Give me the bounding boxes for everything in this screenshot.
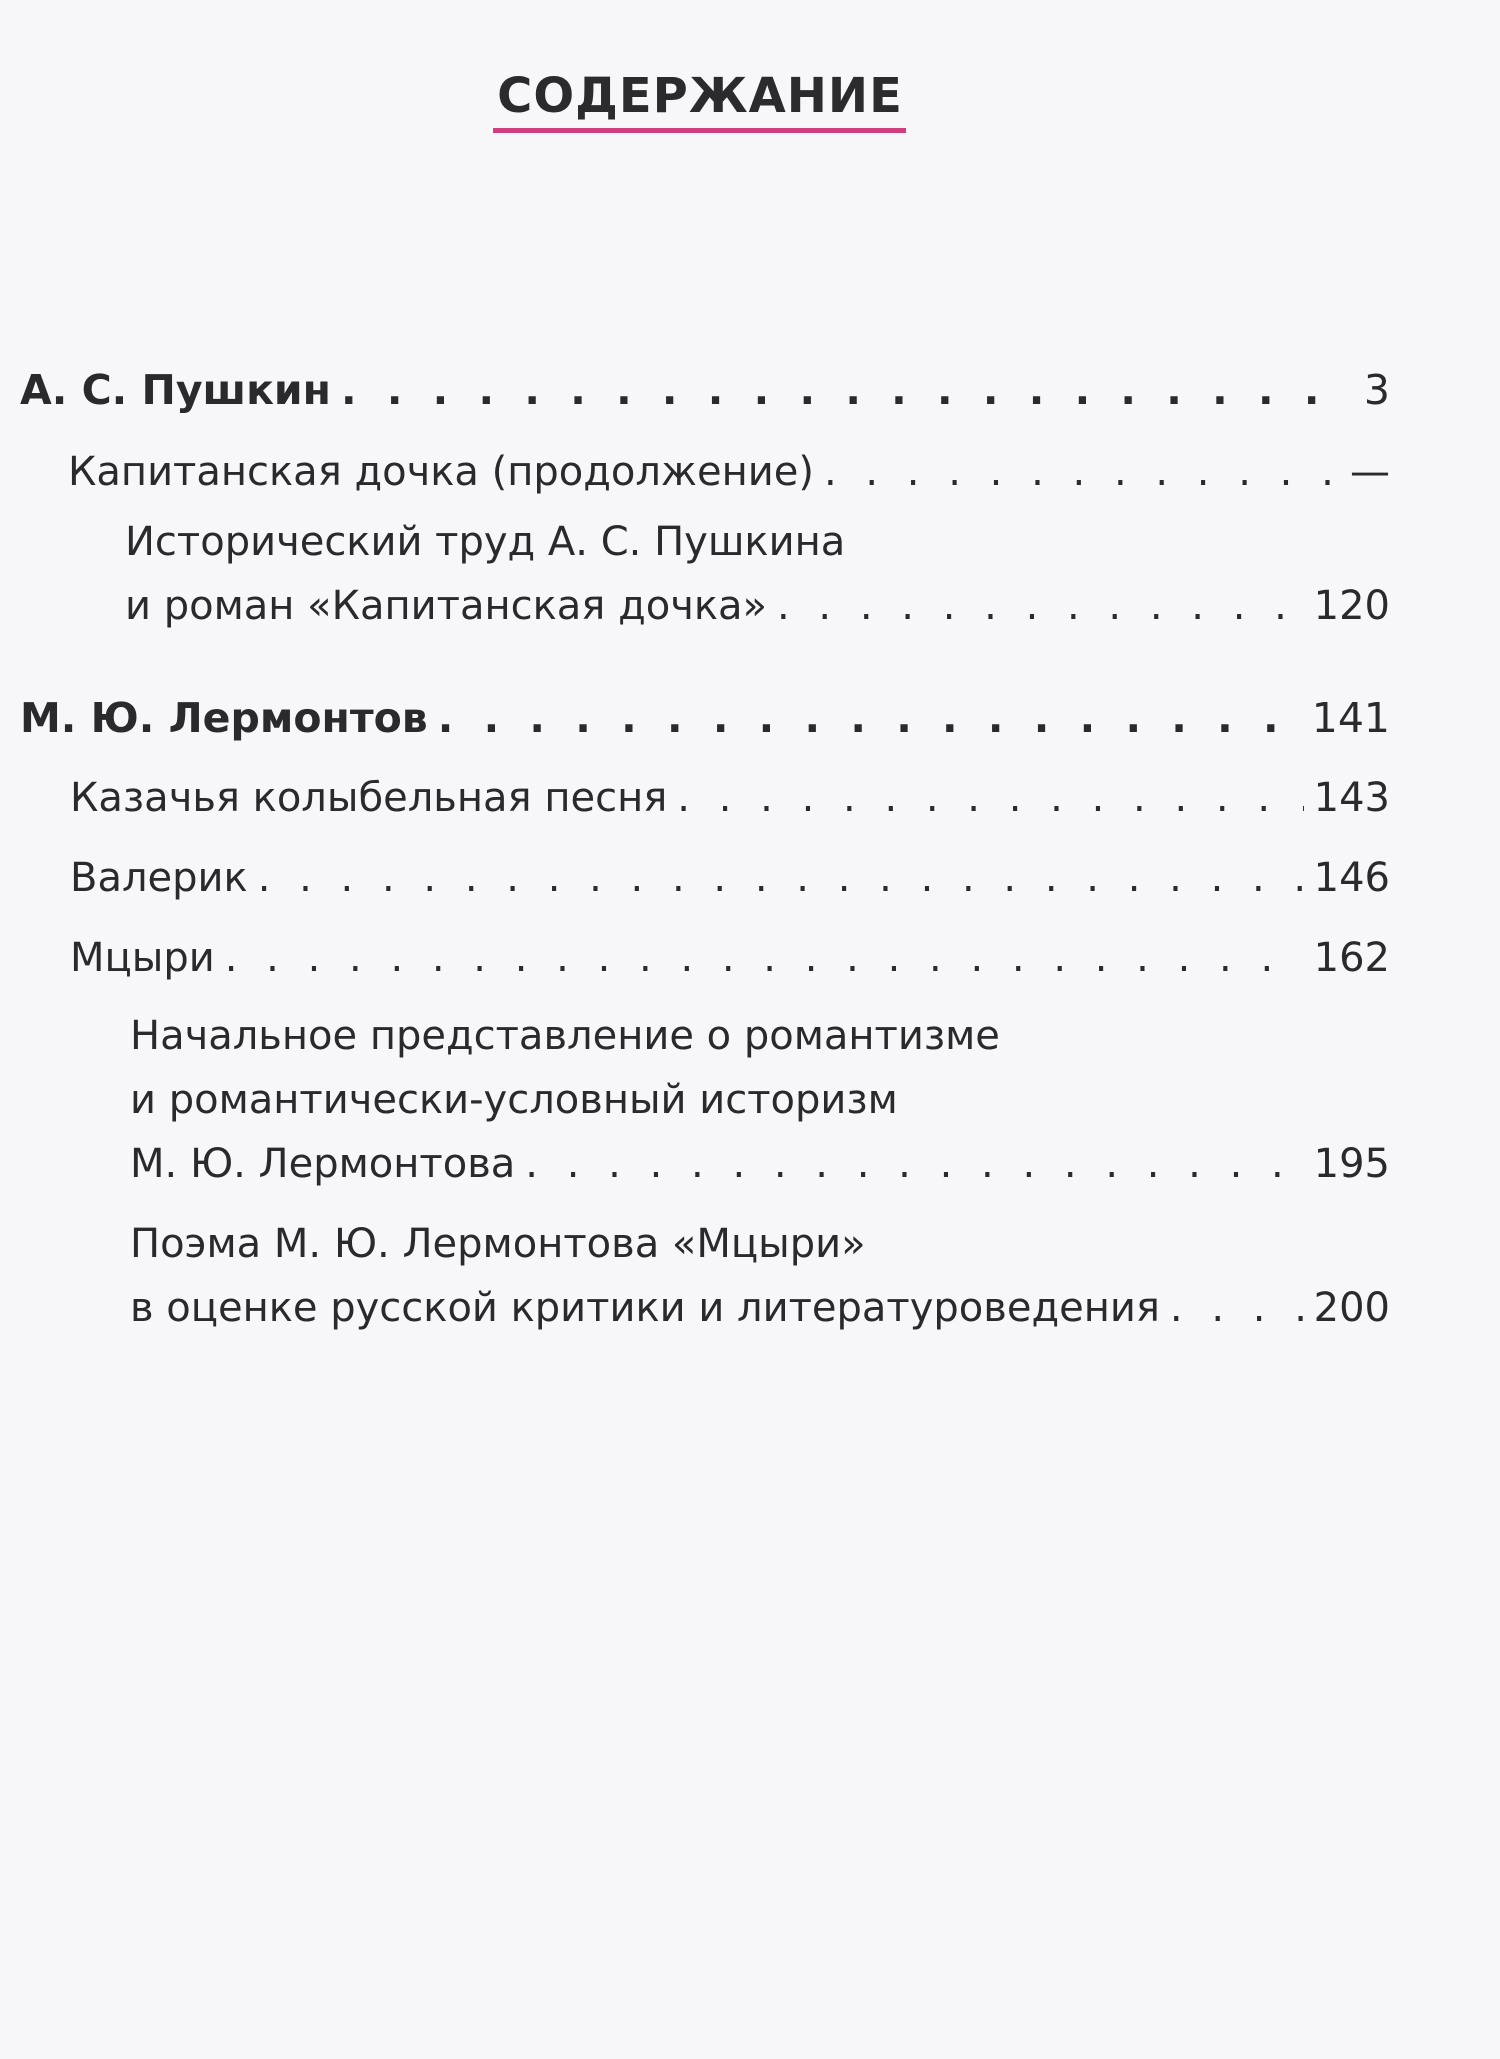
toc-entry-title: и роман «Капитанская дочка» xyxy=(125,583,767,629)
toc-page-number: 141 xyxy=(1311,694,1390,742)
leader-dots xyxy=(341,358,1340,422)
toc-page-number: — xyxy=(1350,449,1390,495)
toc-entry-kapitanskaya-dochka[interactable] xyxy=(0,440,1500,504)
toc-page-number: 195 xyxy=(1313,1141,1390,1187)
toc-page-number: 200 xyxy=(1313,1285,1390,1331)
toc-page-number: 146 xyxy=(1313,855,1390,901)
toc-entry-lermontov[interactable] xyxy=(0,686,1500,750)
toc-entry-title: в оценке русской критики и литературоведения xyxy=(130,1285,1160,1331)
toc-page-number: 162 xyxy=(1313,935,1390,981)
toc-entry-title-line: и романтически-условный историзм xyxy=(130,1077,898,1123)
toc-page-number: 3 xyxy=(1363,366,1390,414)
leader-dots xyxy=(438,686,1302,750)
toc-page-number: 120 xyxy=(1313,583,1390,629)
title-underline xyxy=(493,128,906,133)
leader-dots xyxy=(824,440,1340,504)
page-title: СОДЕРЖАНИЕ xyxy=(497,68,903,124)
toc-entry-romantizm[interactable] xyxy=(0,1004,1500,1196)
leader-dots xyxy=(1170,1276,1304,1340)
toc-entry-istoricheskiy-trud[interactable] xyxy=(0,510,1500,638)
toc-entry-title-line: Начальное представление о романтизме xyxy=(130,1013,1000,1059)
toc-page-number: 143 xyxy=(1313,775,1390,821)
toc-entry-title: М. Ю. Лермонтова xyxy=(130,1141,516,1187)
toc-entry-title: Мцыри xyxy=(70,935,215,981)
toc-entry-title-line: Поэма М. Ю. Лермонтова «Мцыри» xyxy=(130,1221,866,1267)
toc-entry-poema-kritika[interactable] xyxy=(0,1212,1500,1340)
toc-entry-kazachya-kolybelnaya[interactable] xyxy=(0,766,1500,830)
toc-entry-title: Валерик xyxy=(70,855,248,901)
toc-entry-pushkin[interactable] xyxy=(0,358,1500,422)
toc-entry-title: А. С. Пушкин xyxy=(20,366,331,414)
toc-entry-title-line: Исторический труд А. С. Пушкина xyxy=(125,519,846,565)
leader-dots xyxy=(525,1132,1303,1196)
toc-entry-valerik[interactable] xyxy=(0,846,1500,910)
toc-entry-title: М. Ю. Лермонтов xyxy=(20,694,428,742)
leader-dots xyxy=(777,574,1304,638)
leader-dots xyxy=(225,926,1304,990)
toc-entry-mtsyri[interactable] xyxy=(0,926,1500,990)
toc-entry-title: Казачья колыбельная песня xyxy=(70,775,668,821)
toc-entry-title: Капитанская дочка (продолжение) xyxy=(68,449,814,495)
leader-dots xyxy=(677,766,1303,830)
leader-dots xyxy=(258,846,1304,910)
